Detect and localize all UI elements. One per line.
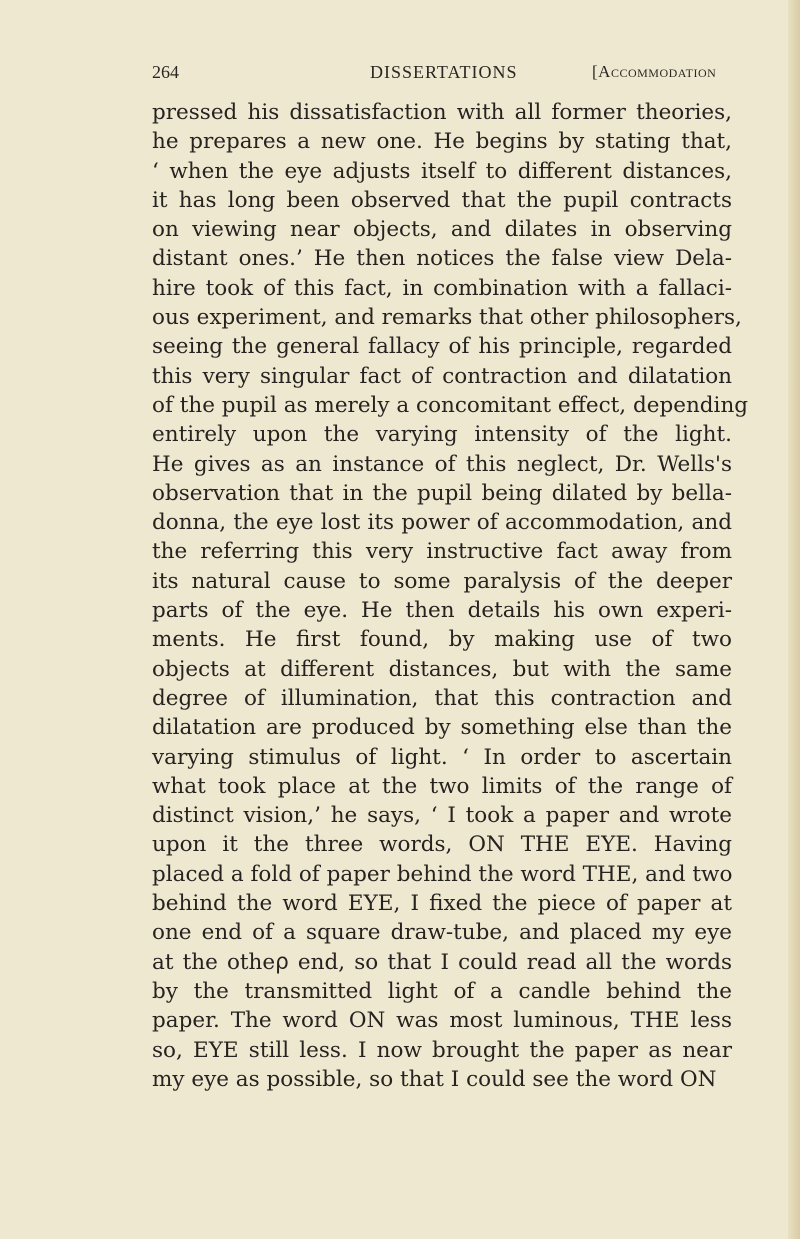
text-line: what took place at the two limits of the range of — [152, 773, 732, 799]
text-line: at the othe⍴ end, so that I could read all the words — [152, 949, 732, 975]
text-line: one end of a square draw-tube, and placed my eye — [152, 920, 732, 946]
text-line: ous experiment, and remarks that other philosophers, — [152, 305, 742, 331]
text-line: so, EYE still less. I now brought the paper as near — [152, 1037, 732, 1063]
text-line: behind the word EYE, I fixed the piece of paper at — [152, 891, 732, 917]
running-title: DISSERTATIONS — [370, 62, 518, 82]
page-edge-shadow — [788, 0, 800, 1239]
text-line: distant ones.’ He then notices the false view Dela- — [152, 246, 732, 272]
page-number: 264 — [152, 62, 179, 82]
text-line: seeing the general fallacy of his principle, regarded — [152, 334, 732, 360]
text-line: ‘ when the eye adjusts itself to different distances, — [152, 158, 732, 184]
text-line: placed a fold of paper behind the word THE, and two — [152, 861, 733, 887]
section-marker: [Accommodation — [592, 62, 717, 81]
text-line: dilatation are produced by something else than the — [152, 715, 732, 741]
text-line: ments. He first found, by making use of two — [152, 627, 732, 653]
text-line: entirely upon the varying intensity of the light. — [152, 422, 732, 448]
text-line: my eye as possible, so that I could see the word ON — [152, 1066, 717, 1092]
text-line: donna, the eye lost its power of accommodation, and — [152, 510, 732, 536]
text-line: the referring this very instructive fact away from — [152, 539, 732, 565]
text-line: on viewing near objects, and dilates in observing — [152, 217, 732, 243]
text-line: of the pupil as merely a concomitant effect, depending — [152, 392, 749, 418]
text-line: he prepares a new one. He begins by stating that, — [152, 129, 732, 155]
body-paragraph — [152, 98, 749, 1094]
text-line: its natural cause to some paralysis of the deeper — [152, 568, 732, 594]
text-line: it has long been observed that the pupil contracts — [152, 187, 732, 213]
text-line: by the transmitted light of a candle behind the — [152, 978, 732, 1004]
text-line: distinct vision,’ he says, ‘ I took a paper and wrote — [152, 803, 732, 829]
text-line: degree of illumination, that this contraction and — [152, 685, 732, 711]
text-line: parts of the eye. He then details his own experi- — [152, 598, 732, 624]
text-line: this very singular fact of contraction and dilatation — [152, 363, 732, 389]
text-line: objects at different distances, but with the same — [152, 656, 732, 682]
text-line: hire took of this fact, in combination with a fallaci- — [152, 275, 732, 301]
text-line: observation that in the pupil being dilated by bella- — [152, 480, 732, 506]
text-line: upon it the three words, ON THE EYE. Having — [152, 832, 732, 858]
text-line: He gives as an instance of this neglect, Dr. Wells's — [152, 451, 732, 477]
running-header — [152, 62, 732, 90]
text-line: pressed his dissatisfaction with all former theories, — [152, 100, 732, 125]
text-line: paper. The word ON was most luminous, THE less — [152, 1008, 732, 1034]
text-line: varying stimulus of light. ‘ In order to ascertain — [152, 744, 732, 770]
